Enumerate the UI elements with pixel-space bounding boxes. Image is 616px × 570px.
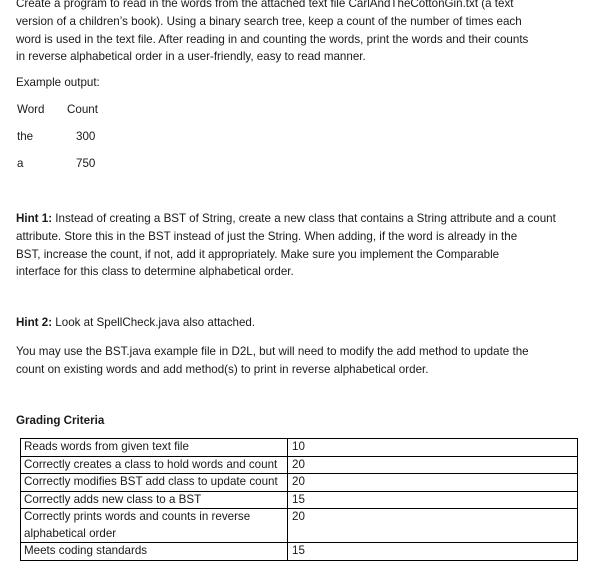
- grading-title: Grading Criteria: [16, 414, 105, 427]
- criterion-cell: Correctly adds new class to a BST: [21, 491, 288, 509]
- hint2-paragraph: [16, 316, 255, 329]
- example-count: 750: [76, 157, 96, 170]
- table-row: [21, 491, 578, 509]
- points-cell: 15: [288, 543, 578, 561]
- table-row: [21, 439, 578, 457]
- points-cell: 20: [288, 509, 578, 543]
- criterion-cell: Correctly creates a class to hold words and count: [21, 456, 288, 474]
- hint1-paragraph: [16, 210, 556, 281]
- example-word: a: [17, 157, 24, 170]
- example-word: the: [17, 130, 34, 143]
- intro-line: word is used in the text file. After reading in and counting the words, print the words and their counts: [16, 32, 529, 46]
- hint2-text: Look at SpellCheck.java also attached.: [52, 316, 256, 329]
- note-line: count on existing words and add method(s) to print in reverse alphabetical order.: [16, 362, 429, 376]
- hint1-label: Hint 1:: [16, 212, 53, 225]
- note-line: You may use the BST.java example file in D2L, but will need to modify the add method to update the: [16, 345, 529, 358]
- example-count: 300: [76, 130, 96, 143]
- hint1-line: BST, increase the count, if not, add it appropriately. Make sure you implement the Comparable: [16, 247, 500, 261]
- example-col-count: Count: [67, 103, 98, 116]
- grading-table: [20, 438, 578, 561]
- points-cell: 20: [288, 474, 578, 492]
- criterion-cell: Correctly modifies BST add class to update count: [21, 474, 288, 492]
- points-cell: 20: [288, 456, 578, 474]
- table-row: [21, 509, 578, 543]
- intro-line: version of a children’s book). Using a binary search tree, keep a count of the number of times each: [16, 14, 522, 28]
- criterion-cell: Meets coding standards: [21, 543, 288, 561]
- criterion-cell: Reads words from given text file: [21, 439, 288, 457]
- note-paragraph: [16, 343, 529, 379]
- hint1-line: Instead of creating a BST of String, create a new class that contains a String attribute and a count: [52, 212, 556, 225]
- example-col-word: Word: [17, 103, 45, 116]
- table-row: [21, 456, 578, 474]
- intro-line: Create a program to read in the words from the attached text file CarlAndTheCottonGin.txt (a text: [16, 0, 514, 10]
- intro-paragraph: [16, 0, 596, 66]
- assignment-document: [16, 0, 596, 66]
- criterion-line: alphabetical order: [24, 526, 117, 540]
- table-row: [21, 474, 578, 492]
- example-heading: Example output:: [16, 76, 100, 89]
- points-cell: 10: [288, 439, 578, 457]
- intro-line: in reverse alphabetical order in a user-friendly, easy to read manner.: [16, 50, 366, 64]
- criterion-cell: [21, 509, 288, 543]
- hint1-line: interface for this class to determine alphabetical order.: [16, 265, 294, 279]
- criterion-line: Correctly prints words and counts in reverse: [24, 510, 251, 523]
- hint2-label: Hint 2:: [16, 316, 53, 329]
- points-cell: 15: [288, 491, 578, 509]
- table-row: [21, 543, 578, 561]
- hint1-line: attribute. Store this in the BST instead of just the String. When adding, if the word is already in the: [16, 229, 518, 243]
